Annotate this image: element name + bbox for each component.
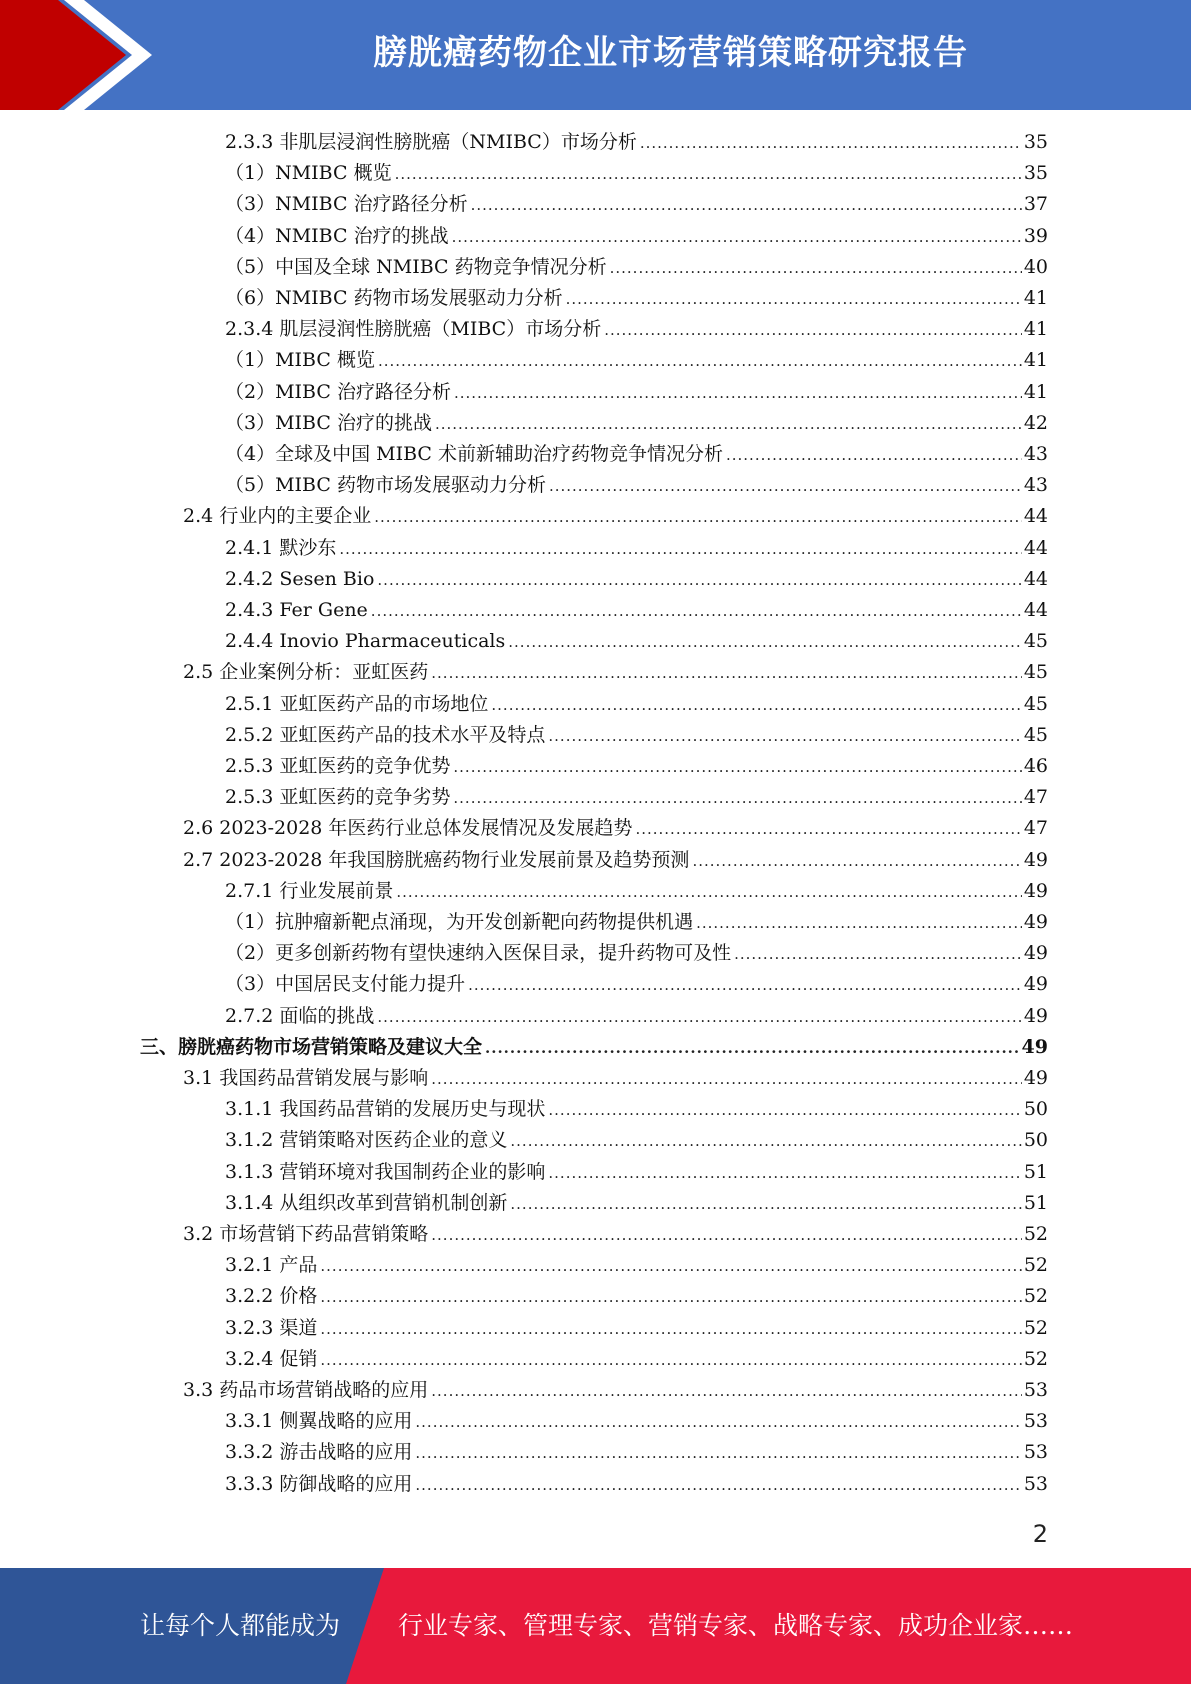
toc-leader-dots: [374, 502, 1022, 533]
toc-entry-title: 2.4 行业内的主要企业: [183, 505, 372, 527]
toc-entry[interactable]: [225, 1250, 1048, 1281]
toc-leader-dots: [415, 1438, 1021, 1469]
toc-entry-title: （1）MIBC 概览: [225, 349, 375, 371]
toc-entry-title: 3.1.3 营销环境对我国制药企业的影响: [225, 1161, 546, 1183]
toc-entry-page: 45: [1023, 630, 1048, 652]
toc-leader-dots: [453, 752, 1021, 783]
toc-entry[interactable]: [225, 938, 1048, 969]
toc-entry-page: 45: [1023, 693, 1048, 715]
toc-entry-page: 47: [1023, 817, 1048, 839]
toc-entry-page: 49: [1023, 849, 1048, 871]
toc-entry-title: （5）MIBC 药物市场发展驱动力分析: [225, 474, 546, 496]
toc-entry-title: 2.3.3 非肌层浸润性膀胱癌（NMIBC）市场分析: [225, 131, 637, 153]
toc-entry-page: 52: [1023, 1348, 1048, 1370]
toc-leader-dots: [468, 970, 1022, 1001]
toc-entry-page: 44: [1023, 568, 1048, 590]
footer-banner: [0, 1568, 1191, 1684]
page-number: 2: [1032, 1520, 1048, 1548]
toc-entry-page: 49: [1023, 973, 1048, 995]
toc-entry-title: 3.3.2 游击战略的应用: [225, 1441, 413, 1463]
toc-entry-title: 3.3.1 侧翼战略的应用: [225, 1410, 413, 1432]
toc-leader-dots: [734, 939, 1022, 970]
toc-leader-dots: [454, 378, 1022, 409]
toc-leader-dots: [320, 1345, 1021, 1376]
toc-entry-title: 3.1.4 从组织改革到营销机制创新: [225, 1192, 508, 1214]
toc-entry-page: 43: [1023, 474, 1048, 496]
toc-entry-page: 49: [1023, 911, 1048, 933]
toc-entry[interactable]: [225, 1406, 1048, 1437]
toc-entry[interactable]: [225, 221, 1048, 252]
toc-entry-page: 35: [1023, 162, 1048, 184]
toc-entry-page: 44: [1023, 599, 1048, 621]
toc-entry[interactable]: [225, 1188, 1048, 1219]
toc-entry-title: （4）全球及中国 MIBC 术前新辅助治疗药物竞争情况分析: [225, 443, 723, 465]
toc-leader-dots: [452, 222, 1022, 253]
toc-entry-title: 2.4.2 Sesen Bio: [225, 568, 375, 590]
toc-entry[interactable]: [225, 158, 1048, 189]
toc-entry-title: 2.4.1 默沙东: [225, 537, 337, 559]
toc-leader-dots: [549, 471, 1022, 502]
toc-entry-title: （1）NMIBC 概览: [225, 162, 392, 184]
toc-entry-title: 三、膀胱癌药物市场营销策略及建议大全: [140, 1036, 483, 1058]
toc-leader-dots: [415, 1470, 1021, 1501]
toc-entry-title: 3.2.1 产品: [225, 1254, 318, 1276]
toc-entry[interactable]: [225, 283, 1048, 314]
toc-entry-title: 2.5.3 亚虹医药的竞争劣势: [225, 786, 451, 808]
toc-entry[interactable]: [183, 845, 1048, 876]
toc-entry[interactable]: [225, 564, 1048, 595]
toc-entry-title: 2.5.1 亚虹医药产品的市场地位: [225, 693, 489, 715]
toc-entry[interactable]: [225, 377, 1048, 408]
toc-entry-page: 43: [1023, 443, 1048, 465]
toc-leader-dots: [610, 253, 1022, 284]
header-banner: [0, 0, 1191, 110]
toc-entry-title: 2.7 2023-2028 年我国膀胱癌药物行业发展前景及趋势预测: [183, 849, 690, 871]
toc-entry-page: 52: [1023, 1254, 1048, 1276]
toc-entry-title: 2.4.3 Fer Gene: [225, 599, 368, 621]
toc-entry[interactable]: [140, 1032, 1048, 1063]
toc-leader-dots: [395, 159, 1022, 190]
toc-entry-title: 3.1.1 我国药品营销的发展历史与现状: [225, 1098, 546, 1120]
toc-leader-dots: [548, 721, 1021, 752]
toc-entry-title: （2）更多创新药物有望快速纳入医保目录，提升药物可及性: [225, 942, 732, 964]
toc-entry-page: 45: [1023, 661, 1048, 683]
toc-leader-dots: [320, 1282, 1021, 1313]
toc-entry-title: 2.7.2 面临的挑战: [225, 1005, 375, 1027]
toc-entry[interactable]: [183, 1063, 1048, 1094]
toc-leader-dots: [485, 1033, 1020, 1064]
toc-leader-dots: [640, 128, 1022, 159]
toc-entry[interactable]: [225, 689, 1048, 720]
toc-entry-title: 2.5.2 亚虹医药产品的技术水平及特点: [225, 724, 546, 746]
toc-entry[interactable]: [183, 1219, 1048, 1250]
toc-entry-title: 3.2.4 促销: [225, 1348, 318, 1370]
toc-entry[interactable]: [225, 1157, 1048, 1188]
toc-entry-page: 41: [1023, 287, 1048, 309]
toc-leader-dots: [431, 1220, 1022, 1251]
toc-leader-dots: [508, 627, 1022, 658]
toc-leader-dots: [548, 1158, 1021, 1189]
toc-entry[interactable]: [225, 876, 1048, 907]
toc-entry[interactable]: [225, 969, 1048, 1000]
toc-entry-page: 49: [1023, 880, 1048, 902]
toc-leader-dots: [339, 534, 1021, 565]
toc-entry-page: 49: [1023, 1067, 1048, 1089]
toc-entry-title: 2.3.4 肌层浸润性膀胱癌（MIBC）市场分析: [225, 318, 602, 340]
toc-entry[interactable]: [225, 408, 1048, 439]
toc-entry-page: 37: [1023, 193, 1048, 215]
toc-entry[interactable]: [225, 1281, 1048, 1312]
toc-leader-dots: [431, 1376, 1022, 1407]
toc-entry-page: 49: [1023, 942, 1048, 964]
toc-entry[interactable]: [225, 1469, 1048, 1500]
toc-entry-page: 41: [1023, 381, 1048, 403]
toc-leader-dots: [320, 1251, 1021, 1282]
toc-leader-dots: [604, 315, 1022, 346]
toc-entry-page: 41: [1023, 318, 1048, 340]
toc-leader-dots: [378, 346, 1022, 377]
toc-entry[interactable]: [225, 127, 1048, 158]
toc-leader-dots: [510, 1189, 1021, 1220]
toc-leader-dots: [696, 908, 1022, 939]
toc-entry-page: 53: [1023, 1379, 1048, 1401]
toc-entry-title: （4）NMIBC 治疗的挑战: [225, 225, 449, 247]
toc-entry[interactable]: [225, 1313, 1048, 1344]
toc-entry-page: 51: [1023, 1161, 1048, 1183]
toc-leader-dots: [320, 1314, 1021, 1345]
toc-entry-title: （1）抗肿瘤新靶点涌现，为开发创新靶向药物提供机遇: [225, 911, 694, 933]
toc-entry[interactable]: [225, 595, 1048, 626]
toc-entry-title: 3.1.2 营销策略对医药企业的意义: [225, 1129, 508, 1151]
toc-entry-page: 41: [1023, 349, 1048, 371]
toc-entry[interactable]: [225, 907, 1048, 938]
toc-entry-title: （3）MIBC 治疗的挑战: [225, 412, 432, 434]
toc-entry[interactable]: [225, 439, 1048, 470]
toc-entry-page: 44: [1023, 537, 1048, 559]
toc-entry-title: （3）中国居民支付能力提升: [225, 973, 466, 995]
toc-entry-title: 2.5 企业案例分析：亚虹医药: [183, 661, 429, 683]
toc-entry[interactable]: [225, 1001, 1048, 1032]
toc-leader-dots: [396, 877, 1021, 908]
toc-entry-title: 3.2.2 价格: [225, 1285, 318, 1307]
toc-entry-page: 46: [1023, 755, 1048, 777]
toc-entry-page: 50: [1023, 1098, 1048, 1120]
toc-entry-page: 50: [1023, 1129, 1048, 1151]
toc-entry-title: 3.2 市场营销下药品营销策略: [183, 1223, 429, 1245]
toc-entry[interactable]: [225, 782, 1048, 813]
toc-entry[interactable]: [183, 813, 1048, 844]
toc-entry[interactable]: [183, 657, 1048, 688]
toc-leader-dots: [566, 284, 1022, 315]
toc-entry-page: 53: [1023, 1473, 1048, 1495]
toc-entry[interactable]: [225, 751, 1048, 782]
toc-leader-dots: [726, 440, 1022, 471]
toc-entry-title: 3.1 我国药品营销发展与影响: [183, 1067, 429, 1089]
toc-entry-page: 52: [1023, 1223, 1048, 1245]
toc-entry-title: 3.3.3 防御战略的应用: [225, 1473, 413, 1495]
toc-entry-page: 53: [1023, 1441, 1048, 1463]
toc-entry-title: 2.4.4 Inovio Pharmaceuticals: [225, 630, 506, 652]
toc-entry-title: （6）NMIBC 药物市场发展驱动力分析: [225, 287, 563, 309]
toc-entry-page: 42: [1023, 412, 1048, 434]
footer-slogan-left: 让每个人都能成为: [140, 1611, 341, 1640]
toc-leader-dots: [431, 1064, 1022, 1095]
toc-leader-dots: [377, 1002, 1021, 1033]
toc-entry-page: 53: [1023, 1410, 1048, 1432]
toc-leader-dots: [692, 846, 1021, 877]
toc-entry-title: （3）NMIBC 治疗路径分析: [225, 193, 468, 215]
toc-entry[interactable]: [225, 252, 1048, 283]
toc-entry-page: 44: [1023, 505, 1048, 527]
toc-entry-title: 3.2.3 渠道: [225, 1317, 318, 1339]
toc-entry-page: 47: [1023, 786, 1048, 808]
footer-slogan-right: 行业专家、管理专家、营销专家、战略专家、成功企业家……: [398, 1611, 1074, 1640]
toc-entry-title: 2.5.3 亚虹医药的竞争优势: [225, 755, 451, 777]
toc-entry[interactable]: [225, 1094, 1048, 1125]
toc-entry[interactable]: [225, 470, 1048, 501]
toc-entry[interactable]: [225, 720, 1048, 751]
toc-entry-page: 45: [1023, 724, 1048, 746]
toc-entry[interactable]: [225, 189, 1048, 220]
toc-entry-page: 39: [1023, 225, 1048, 247]
toc-entry-page: 49: [1023, 1005, 1048, 1027]
toc-entry-page: 49: [1021, 1036, 1048, 1058]
toc-leader-dots: [491, 690, 1021, 721]
toc-entry-title: 3.3 药品市场营销战略的应用: [183, 1379, 429, 1401]
toc-entry[interactable]: [183, 1375, 1048, 1406]
toc-leader-dots: [435, 409, 1022, 440]
report-title: 膀胱癌药物企业市场营销策略研究报告: [373, 33, 968, 73]
toc-leader-dots: [415, 1407, 1021, 1438]
toc-leader-dots: [635, 814, 1021, 845]
toc-entry-title: 2.6 2023-2028 年医药行业总体发展情况及发展趋势: [183, 817, 633, 839]
toc-leader-dots: [510, 1126, 1021, 1157]
toc-entry-title: （5）中国及全球 NMIBC 药物竞争情况分析: [225, 256, 607, 278]
toc-entry-page: 51: [1023, 1192, 1048, 1214]
toc-entry-page: 52: [1023, 1285, 1048, 1307]
toc-entry[interactable]: [225, 1437, 1048, 1468]
toc-entry[interactable]: [225, 626, 1048, 657]
toc-entry[interactable]: [183, 501, 1048, 532]
toc-leader-dots: [471, 190, 1022, 221]
toc-entry[interactable]: [225, 533, 1048, 564]
toc-entry[interactable]: [225, 1344, 1048, 1375]
toc-entry[interactable]: [225, 314, 1048, 345]
toc-leader-dots: [431, 658, 1022, 689]
toc-entry-title: （2）MIBC 治疗路径分析: [225, 381, 451, 403]
toc-entry-title: 2.7.1 行业发展前景: [225, 880, 394, 902]
toc-entry-page: 52: [1023, 1317, 1048, 1339]
toc-entry-page: 35: [1023, 131, 1048, 153]
toc-entry-page: 40: [1023, 256, 1048, 278]
toc-entry[interactable]: [225, 345, 1048, 376]
toc-leader-dots: [377, 565, 1021, 596]
toc-leader-dots: [548, 1095, 1021, 1126]
toc-entry[interactable]: [225, 1125, 1048, 1156]
toc-leader-dots: [371, 596, 1022, 627]
toc-leader-dots: [453, 783, 1021, 814]
